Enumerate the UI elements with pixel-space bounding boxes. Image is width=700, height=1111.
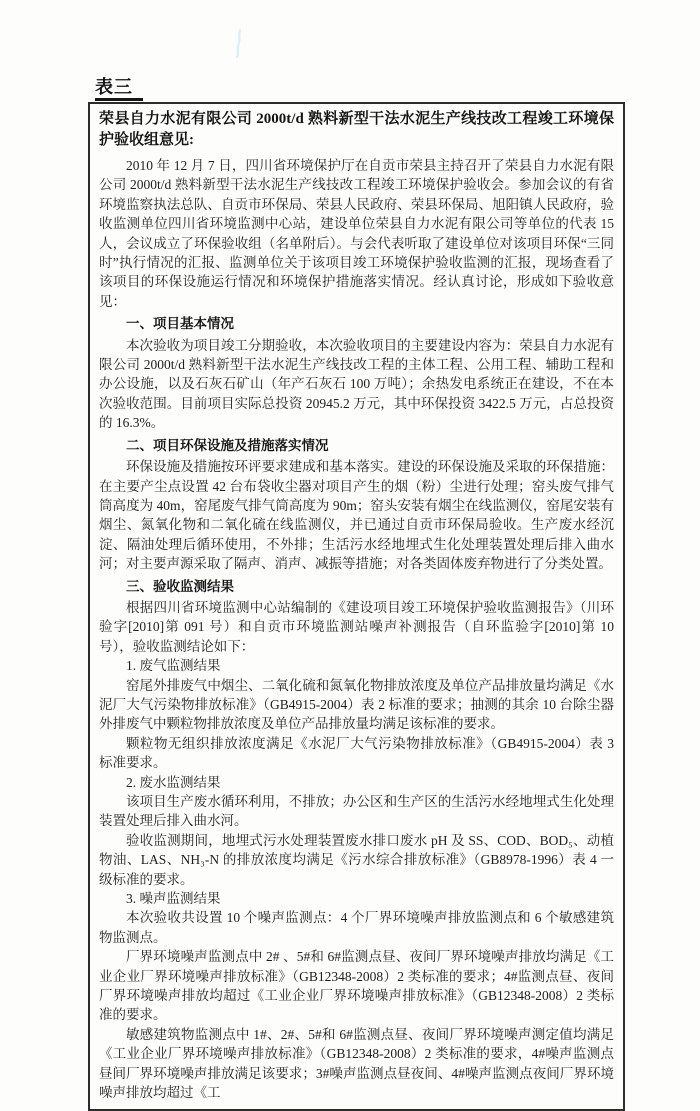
paragraph: 颗粒物无组织排放浓度满足《水泥厂大气污染物排放标准》（GB4915-2004）表 3 标准要求。 xyxy=(99,735,614,771)
numbered-item-heading: 3. 噪声监测结果 xyxy=(126,891,221,907)
acceptance-opinion-table xyxy=(88,102,625,1111)
paragraph: 验收监测期间，地埋式污水处理装置废水排口废水 pH 及 SS、COD、BOD₅、动植物油、LAS、NH₃-N 的排放浓度均满足《污水综合排放标准》（GB8978-1996）表 4 一级标准的要求。 xyxy=(99,832,614,887)
paragraph: 窑尾外排废气中烟尘、二氧化硫和氮氧化物排放浓度及单位产品排放量均满足《水泥厂大气污染物排放标准》（GB4915-2004）表 2 标准的要求；抽测的其余 10 台除尘器外排废气中颗粒物排放浓度及单位产品排放量均满足该标准的要求。 xyxy=(99,677,614,732)
paragraph: 该项目生产废水循环利用，不排放；办公区和生产区的生活污水经地埋式生化处理装置处理后排入曲水河。 xyxy=(99,794,614,829)
paragraph: 根据四川省环境监测中心站编制的《建设项目竣工环境保护验收监测报告》（川环验字[2010]第 091 号）和自贡市环境监测站噪声补测报告（自环监验字[2010]第 10 号），验收监测结论如下： xyxy=(99,599,614,654)
paragraph: 敏感建筑物监测点中 1#、2#、5#和 6#监测点昼、夜间厂界环境噪声测定值均满足《工业企业厂界环境噪声排放标准》（GB12348-2008）2 类标准的要求，4#噪声监测点昼间厂界环境噪声排放满足该要求；3#噪声监测点昼夜间、4#噪声监测点夜间厂界环境噪声排放均超过《工 xyxy=(99,1026,614,1101)
paragraph: 环保设施及措施按环评要求建成和基本落实。建设的环保设施及采取的环保措施：在主要产尘点设置 42 台布袋收尘器对项目产生的烟（粉）尘进行处理；窑头废气排气筒高度为 40m，窑尾废气排气筒高度为 90m；窑头安装有烟尘在线监测仪，窑尾安装有烟尘、氮氧化物和二氧化硫在线监测仪，并已通过自贡市环保局验收。生产废水经沉淀、隔油处理后循环使用，不外排；生活污水经地埋式生化处理装置处理后排入曲水河；对主要声源采取了隔声、消声、减振等措施；对各类固体废弃物进行了分类处置。 xyxy=(99,459,614,572)
document-body xyxy=(99,156,614,1103)
numbered-item-heading: 1. 废气监测结果 xyxy=(126,658,221,674)
scan-smudge-artifact xyxy=(232,28,246,58)
section-heading: 三、验收监测结果 xyxy=(126,578,234,594)
numbered-item-heading: 2. 废水监测结果 xyxy=(126,774,221,790)
section-heading: 二、项目环保设施及措施落实情况 xyxy=(126,437,329,453)
paragraph: 本次验收共设置 10 个噪声监测点：4 个厂界环境噪声排放监测点和 6 个敏感建筑物监测点。 xyxy=(99,910,614,945)
section-heading: 一、项目基本情况 xyxy=(126,316,234,332)
paragraph: 2010 年 12 月 7 日，四川省环境保护厅在自贡市荣县主持召开了荣县自力水泥有限公司 2000t/d 熟料新型干法水泥生产线技改工程竣工环境保护验收会。参加会议的有省环境监察执法总队、自贡市环保局、荣县人民政府、荣县环保局、旭阳镇人民政府，验收监测单位四川省环境监测中心站，建设单位荣县自力水泥有限公司等单位的代表 15 人，会议成立了环保验收组（名单附后）。与会代表听取了建设单位对该项目环保“三同时”执行情况的汇报、监测单位关于该项目竣工环境保护验收监测的汇报，现场查看了该项目的环保设施运行情况和环境保护措施落实情况。经认真讨论，形成如下验收意见： xyxy=(99,158,614,309)
paragraph: 厂界环境噪声监测点中 2# 、5#和 6#监测点昼、夜间厂界环境噪声排放均满足《工业企业厂界环境噪声排放标准》（GB12348-2008）2 类标准的要求；4#监测点昼、夜间厂界环境噪声排放均超过《工业企业厂界环境噪声排放标准》（GB12348-2008）2 类标准的要求。 xyxy=(99,949,614,1023)
document-title: 荣县自力水泥有限公司 2000t/d 熟料新型干法水泥生产线技改工程竣工环境保护验收组意见: xyxy=(99,111,614,148)
paragraph: 本次验收为项目竣工分期验收，本次验收项目的主要建设内容为：荣县自力水泥有限公司 2000t/d 熟料新型干法水泥生产线技改工程的主体工程、公用工程、辅助工程和办公设施，以及石灰石矿山（年产石灰石 100 万吨）；余热发电系统正在建设，不在本次验收范围。目前项目实际总投资 20945.2 万元，其中环保投资 3422.5 万元，占总投资的 16.3%。 xyxy=(99,337,614,431)
page-label: 表三 xyxy=(95,76,143,101)
